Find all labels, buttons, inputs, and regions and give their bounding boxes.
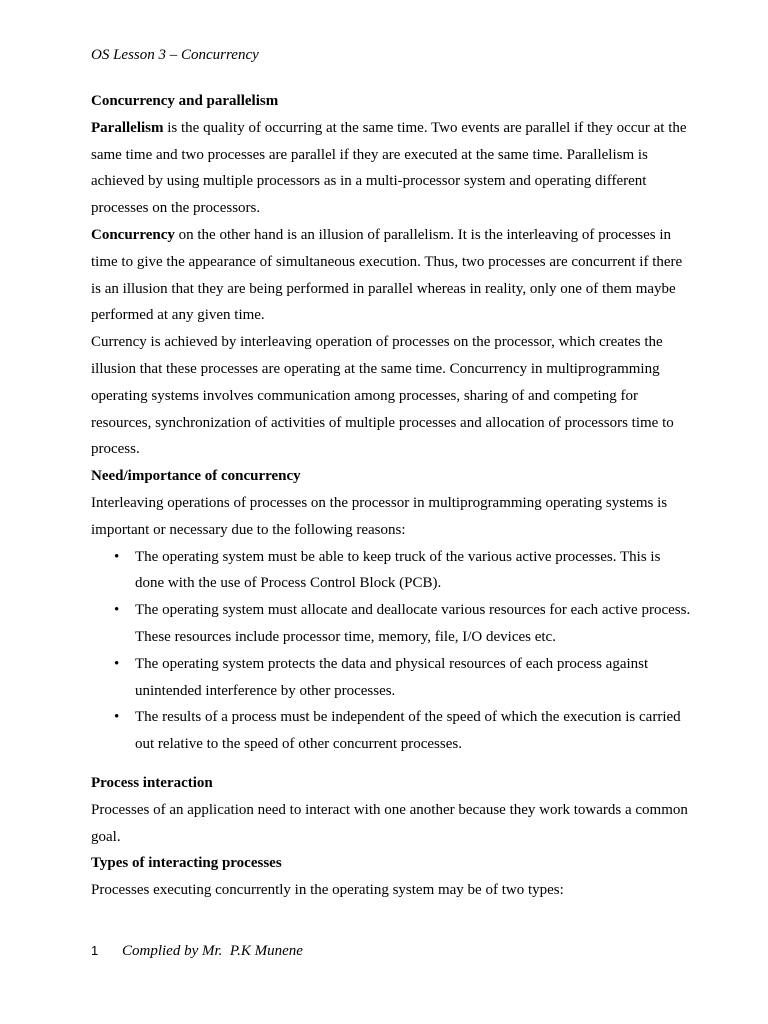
section-heading-types-interacting: Types of interacting processes: [91, 855, 282, 872]
page-footer: [91, 941, 303, 961]
paragraph-types-interacting: Processes executing concurrently in the operating system may be of two types:: [91, 882, 564, 899]
list-item-text: The results of a process must be independent of the speed of which the execution is carried out relative to the speed of other concurrent processes.: [135, 709, 681, 753]
list-item: [91, 651, 691, 705]
reasons-list: [91, 544, 691, 758]
concurrency-definition: on the other hand is an illusion of parallelism. It is the interleaving of processes in time to give the appearance of simultaneous execution. Thus, two processes are concurrent if there is an illusion that they are being performed in parallel whereas in reality, only one of them maybe performed at any given time.: [91, 226, 683, 324]
document-body: [91, 88, 691, 904]
list-item-text: The operating system must be able to keep truck of the various active processes. This is done with the use of Process Control Block (PCB).: [135, 548, 661, 592]
page-header: OS Lesson 3 – Concurrency: [91, 47, 259, 63]
paragraph-currency: Currency is achieved by interleaving operation of processes on the processor, which creates the illusion that these processes are operating at the same time. Concurrency in multiprogramming operating systems involves communication among processes, sharing of and competing for resources, synchronization of activities of multiple processes and allocation of processors time to process.: [91, 334, 674, 458]
paragraph-process-interaction: Processes of an application need to interact with one another because they work towards a common goal.: [91, 801, 688, 845]
list-item: [91, 544, 691, 598]
bullet-icon: •: [114, 655, 120, 672]
page-number: 1: [91, 943, 99, 958]
list-item: [91, 704, 691, 758]
parallelism-definition: is the quality of occurring at the same time. Two events are parallel if they occur at the same time and two processes are parallel if they are executed at the same time. Parallelism is achieved by using multiple processors as in a multi-processor system and operating different processes on the processors.: [91, 119, 687, 217]
paragraph-need-intro: Interleaving operations of processes on the processor in multiprogramming operating systems is important or necessary due to the following reasons:: [91, 494, 668, 538]
section-heading-process-interaction: Process interaction: [91, 774, 213, 791]
paragraph-parallelism: [91, 115, 691, 222]
section-heading-concurrency-parallelism: Concurrency and parallelism: [91, 93, 279, 109]
bullet-icon: •: [114, 709, 120, 726]
list-item-text: The operating system must allocate and deallocate various resources for each active process. These resources include processor time, memory, file, I/O devices etc.: [135, 602, 691, 645]
bullet-icon: •: [114, 548, 120, 565]
term-parallelism: Parallelism: [91, 119, 164, 136]
list-item: [91, 597, 691, 651]
list-item-text: The operating system protects the data and physical resources of each process against unintended interference by other processes.: [135, 655, 649, 699]
section-heading-need-importance: Need/importance of concurrency: [91, 468, 301, 485]
term-concurrency: Concurrency: [91, 226, 175, 243]
footer-compiler: Complied by Mr. P.K Munene: [122, 943, 303, 959]
paragraph-concurrency: [91, 222, 691, 329]
bullet-icon: •: [114, 602, 120, 619]
